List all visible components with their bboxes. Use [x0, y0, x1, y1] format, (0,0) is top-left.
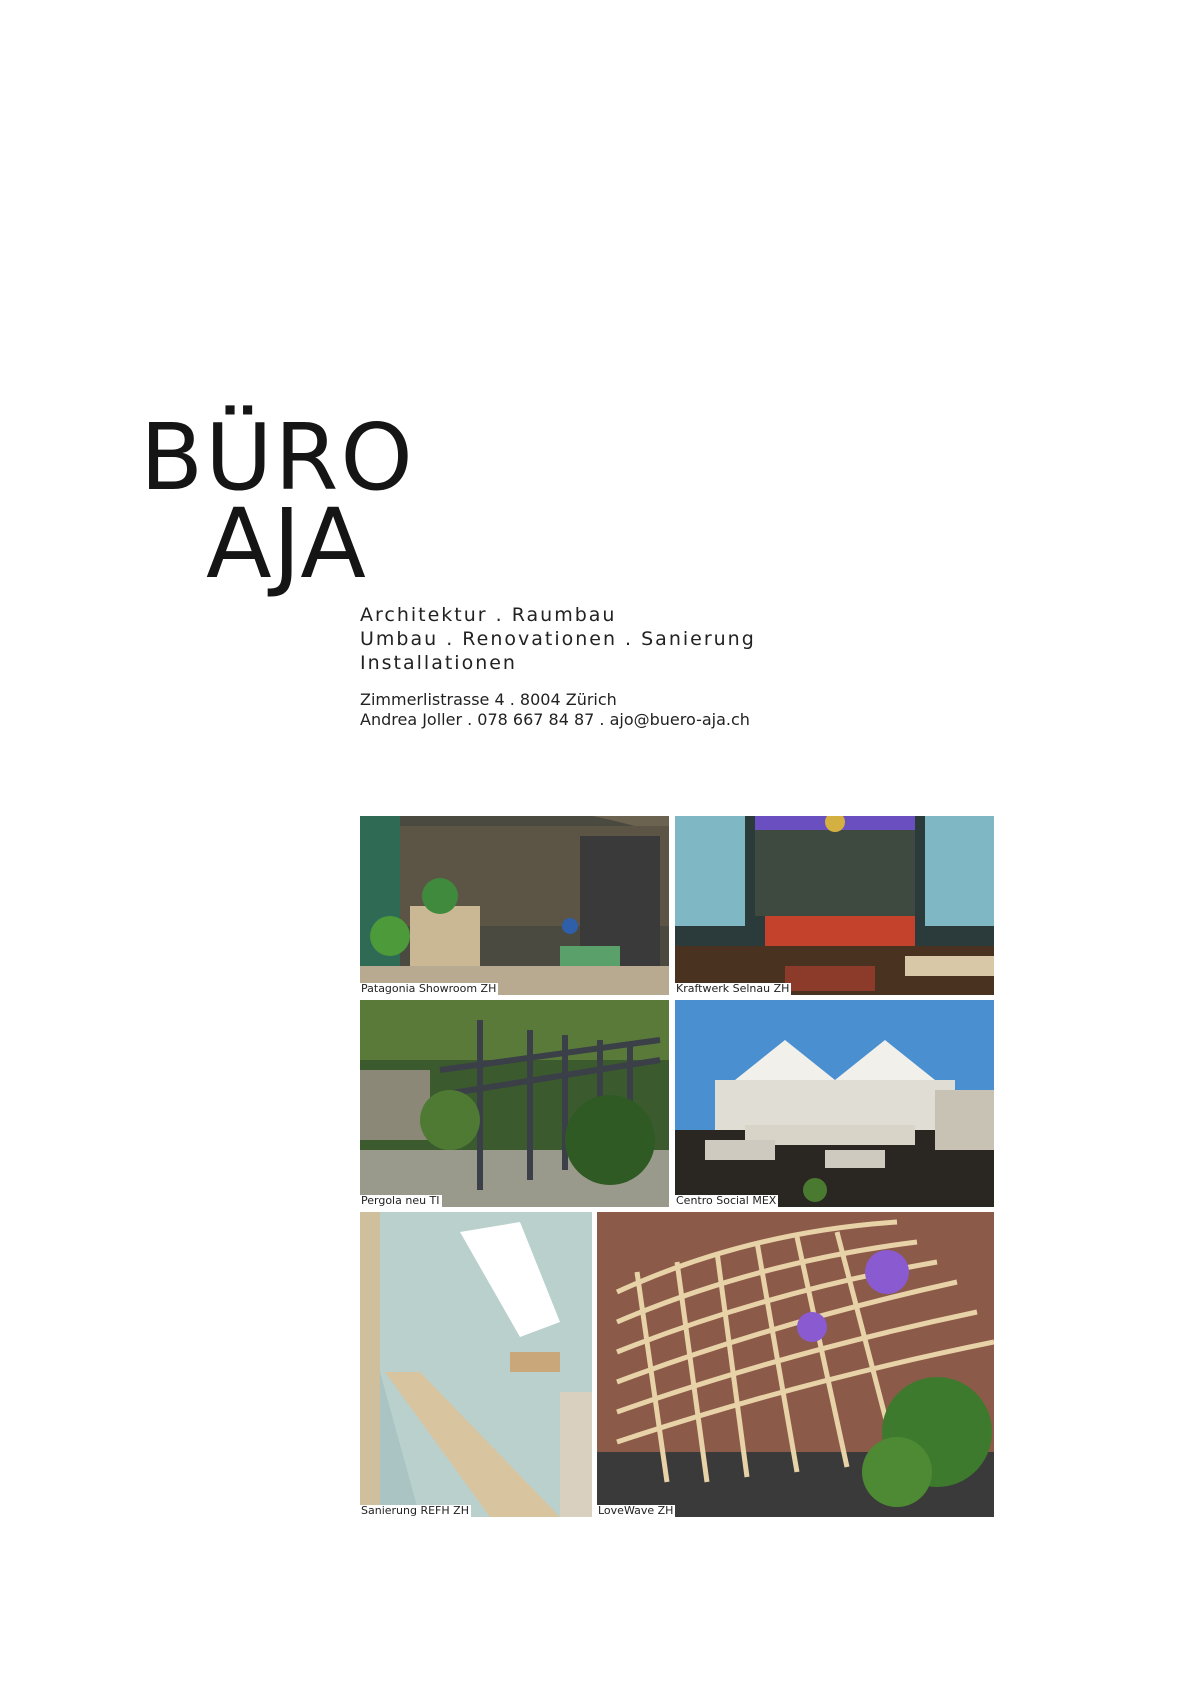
service-line: Umbau . Renovationen . Sanierung — [360, 628, 756, 650]
project-photo-lovewave — [597, 1212, 994, 1517]
project-photo-patagonia — [360, 816, 669, 995]
project-photo-kraftwerk — [675, 816, 994, 995]
photo-caption: LoveWave ZH — [598, 1504, 674, 1517]
photo-caption: Kraftwerk Selnau ZH — [676, 982, 790, 995]
photo-caption: Pergola neu TI — [361, 1194, 440, 1207]
photo-image — [360, 1212, 592, 1517]
photo-image — [675, 1000, 994, 1207]
photo-caption: Centro Social MEX — [676, 1194, 777, 1207]
logo-line-1: BÜRO — [140, 404, 415, 511]
contact-block — [360, 690, 750, 730]
project-photo-sanierung — [360, 1212, 592, 1517]
photo-caption: Patagonia Showroom ZH — [361, 982, 497, 995]
photo-image — [360, 816, 669, 995]
services-list — [360, 603, 756, 675]
contact-address: Zimmerlistrasse 4 . 8004 Zürich — [360, 690, 617, 709]
service-line: Installationen — [360, 652, 517, 674]
photo-caption: Sanierung REFH ZH — [361, 1504, 469, 1517]
project-photo-pergola — [360, 1000, 669, 1207]
photo-image — [597, 1212, 994, 1517]
photo-image — [360, 1000, 669, 1207]
contact-details: Andrea Joller . 078 667 84 87 . ajo@buero-aja.ch — [360, 710, 750, 729]
logo-line-2: AJA — [206, 488, 367, 600]
project-photo-centro-social — [675, 1000, 994, 1207]
service-line: Architektur . Raumbau — [360, 604, 617, 626]
photo-image — [675, 816, 994, 995]
